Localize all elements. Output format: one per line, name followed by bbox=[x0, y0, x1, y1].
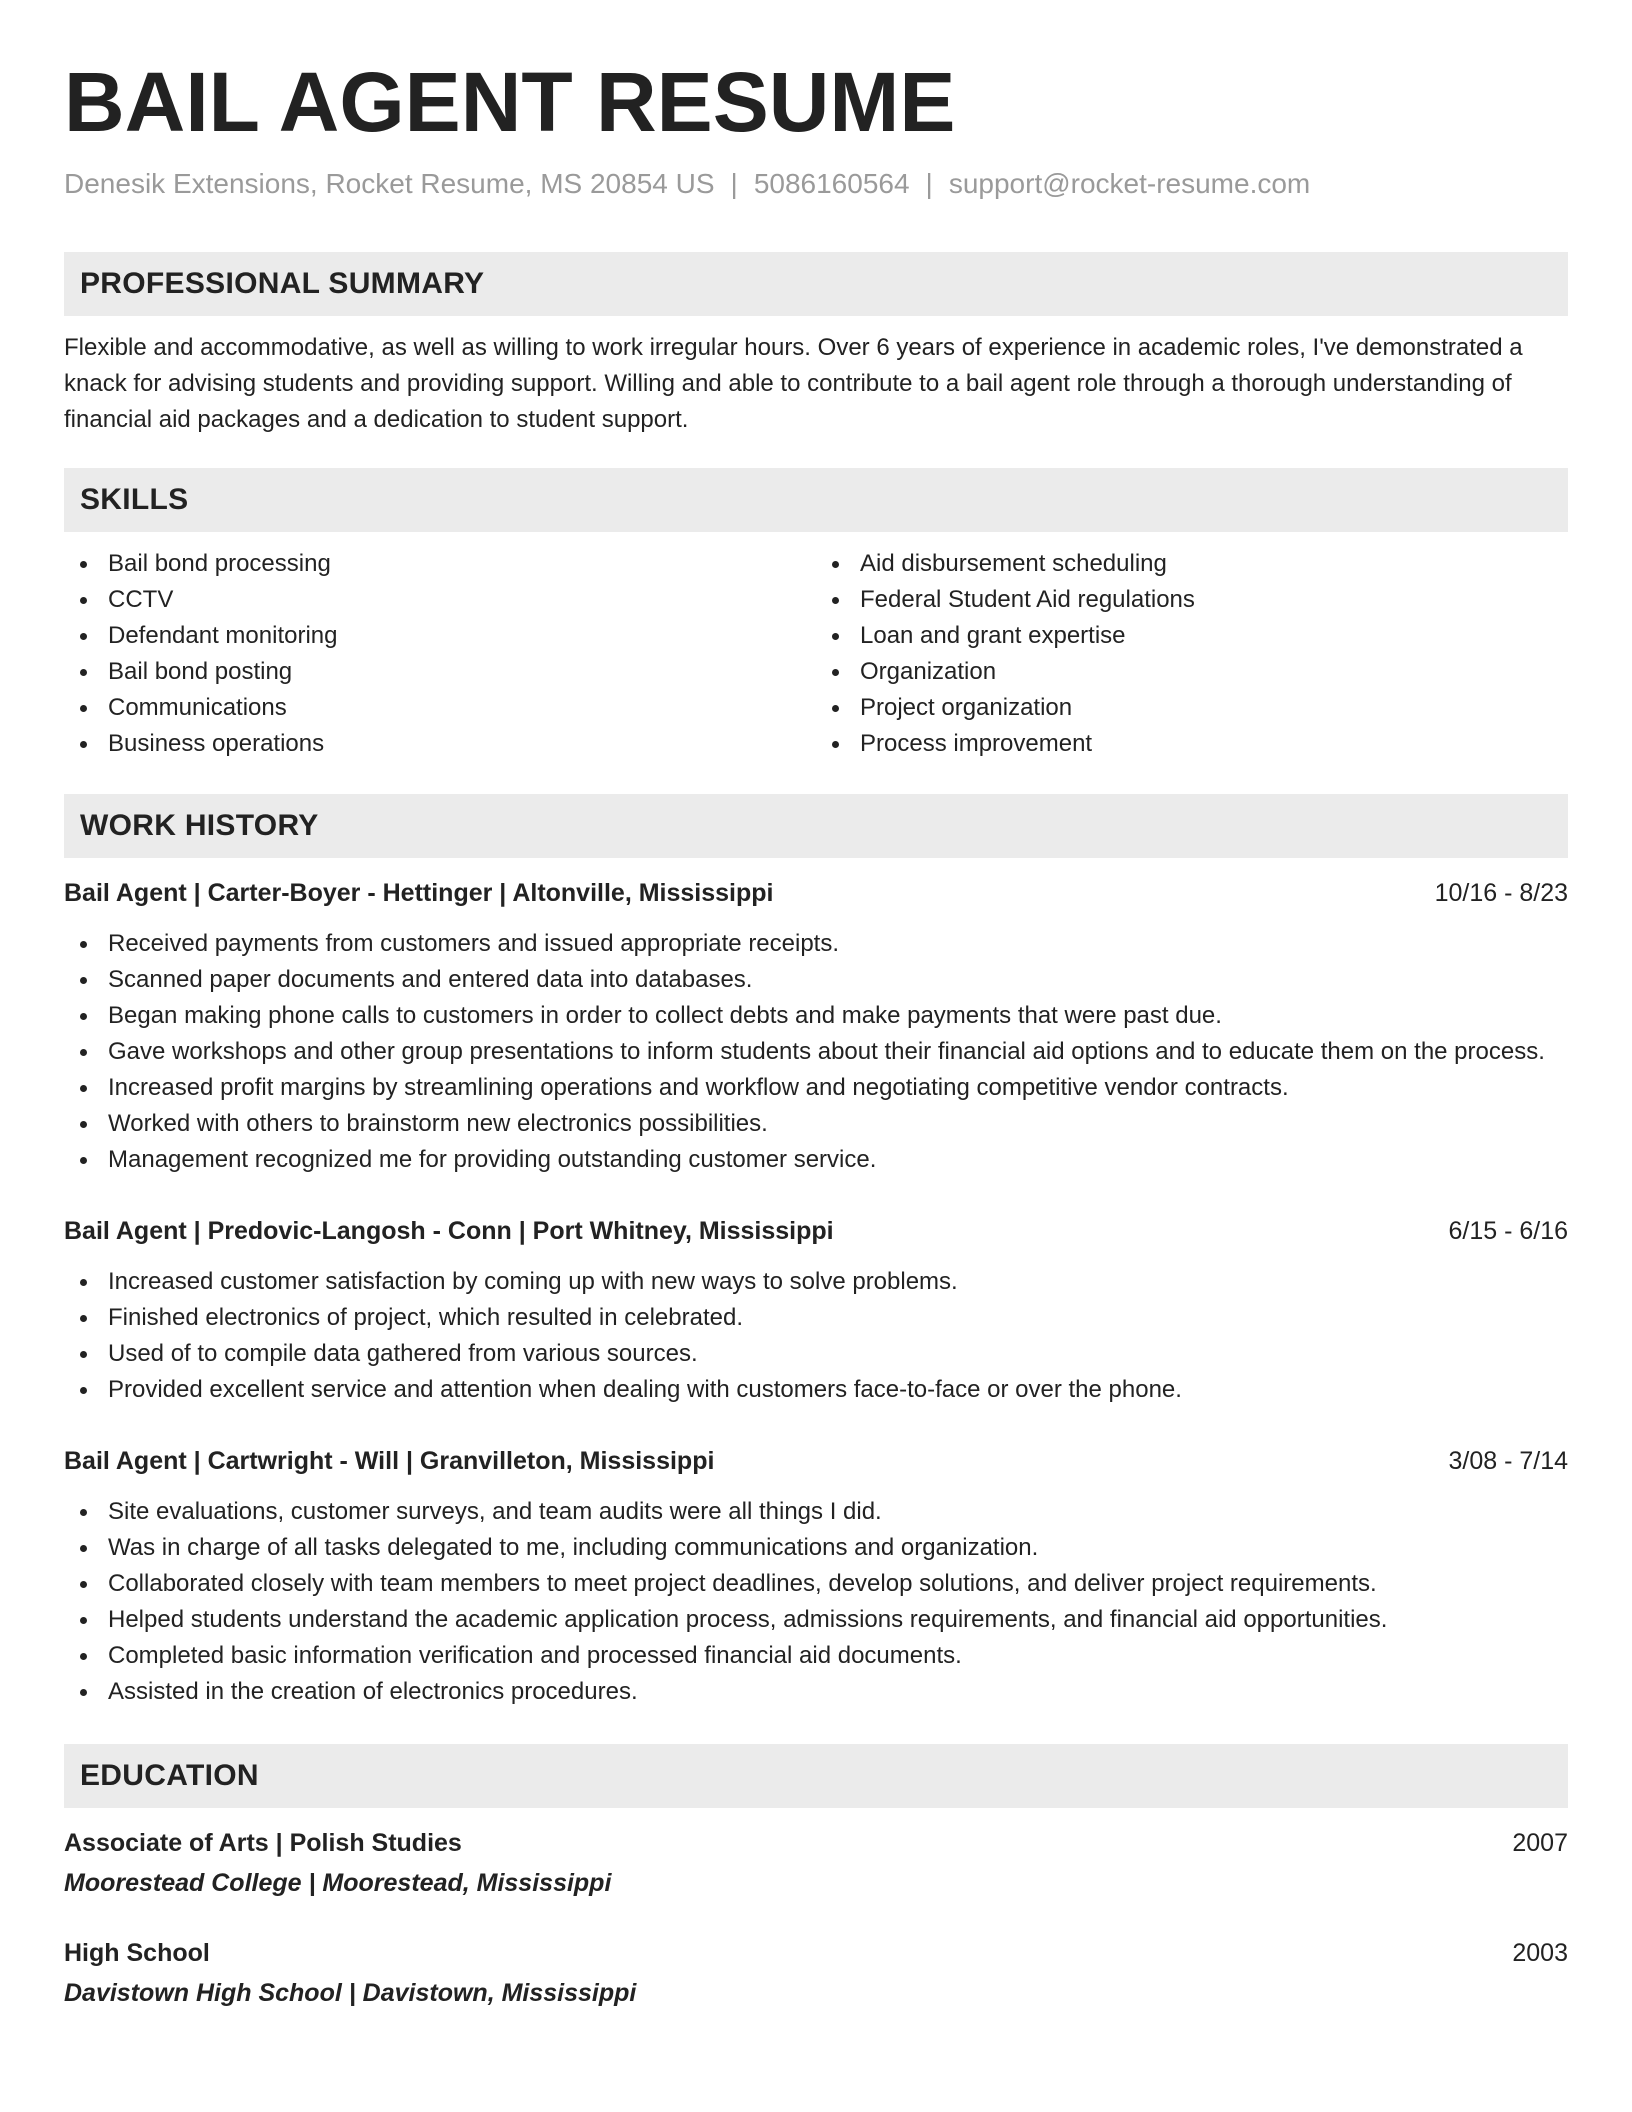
job-dates: 10/16 - 8/23 bbox=[1434, 879, 1568, 907]
job-bullet: Finished electronics of project, which resulted in celebrated. bbox=[64, 1300, 1568, 1336]
job-bullet: Worked with others to brainstorm new electronics possibilities. bbox=[64, 1106, 1568, 1142]
education-school: Davistown High School | Davistown, Mississippi bbox=[64, 1979, 637, 2007]
contact-email: support@rocket-resume.com bbox=[948, 168, 1311, 199]
job-bullets bbox=[64, 1264, 1568, 1408]
job-bullet: Increased profit margins by streamlining operations and workflow and negotiating competitive vendor contracts. bbox=[64, 1070, 1568, 1106]
skill-item: Aid disbursement scheduling bbox=[816, 546, 1568, 582]
job-header bbox=[64, 1444, 1568, 1478]
contact-line bbox=[64, 166, 1568, 202]
skill-item: Process improvement bbox=[816, 726, 1568, 762]
job-bullet: Received payments from customers and issued appropriate receipts. bbox=[64, 926, 1568, 962]
job-bullet: Increased customer satisfaction by coming up with new ways to solve problems. bbox=[64, 1264, 1568, 1300]
job-bullet: Began making phone calls to customers in order to collect debts and make payments that were past due. bbox=[64, 998, 1568, 1034]
job-entry bbox=[64, 876, 1568, 1178]
job-bullet: Used of to compile data gathered from various sources. bbox=[64, 1336, 1568, 1372]
section-header-work-history: WORK HISTORY bbox=[64, 794, 1568, 858]
section-header-skills: SKILLS bbox=[64, 468, 1568, 532]
skill-item: Bail bond posting bbox=[64, 654, 816, 690]
contact-address: Denesik Extensions, Rocket Resume, MS 20854 US bbox=[64, 168, 715, 199]
education-entry bbox=[64, 1826, 1568, 1900]
job-entry bbox=[64, 1444, 1568, 1710]
job-dates: 6/15 - 6/16 bbox=[1448, 1217, 1568, 1245]
job-bullet: Provided excellent service and attention when dealing with customers face-to-face or over the phone. bbox=[64, 1372, 1568, 1408]
skill-item: Loan and grant expertise bbox=[816, 618, 1568, 654]
education-header bbox=[64, 1936, 1568, 1970]
education-year: 2003 bbox=[1512, 1939, 1568, 1967]
job-bullet: Management recognized me for providing outstanding customer service. bbox=[64, 1142, 1568, 1178]
skills-column-right bbox=[816, 546, 1568, 762]
skill-item: Communications bbox=[64, 690, 816, 726]
education-degree: Associate of Arts | Polish Studies bbox=[64, 1829, 462, 1857]
job-dates: 3/08 - 7/14 bbox=[1448, 1447, 1568, 1475]
skill-item: Bail bond processing bbox=[64, 546, 816, 582]
job-bullet: Site evaluations, customer surveys, and team audits were all things I did. bbox=[64, 1494, 1568, 1530]
skill-item: Project organization bbox=[816, 690, 1568, 726]
contact-separator: | bbox=[730, 168, 738, 199]
summary-text: Flexible and accommodative, as well as willing to work irregular hours. Over 6 years of experience in academic roles, I've demonstrated a knack for advising students and providing support. Willing and able to contribute to a bail agent role through a thorough understanding of financial aid packages and a dedication to student support. bbox=[64, 334, 1523, 433]
job-bullets bbox=[64, 1494, 1568, 1710]
job-bullet: Collaborated closely with team members to meet project deadlines, develop solutions, and deliver project requirements. bbox=[64, 1566, 1568, 1602]
education-degree: High School bbox=[64, 1939, 210, 1967]
job-bullet: Was in charge of all tasks delegated to me, including communications and organization. bbox=[64, 1530, 1568, 1566]
job-bullet: Scanned paper documents and entered data into databases. bbox=[64, 962, 1568, 998]
resume-title: BAIL AGENT RESUME bbox=[64, 55, 956, 149]
education-school: Moorestead College | Moorestead, Mississippi bbox=[64, 1869, 612, 1897]
skill-item: Defendant monitoring bbox=[64, 618, 816, 654]
skill-item: Federal Student Aid regulations bbox=[816, 582, 1568, 618]
skill-item: Organization bbox=[816, 654, 1568, 690]
job-title: Bail Agent | Cartwright - Will | Granvilleton, Mississippi bbox=[64, 1447, 715, 1475]
job-entry bbox=[64, 1214, 1568, 1408]
education-year: 2007 bbox=[1512, 1829, 1568, 1857]
skills-column-left bbox=[64, 546, 816, 762]
job-bullet: Assisted in the creation of electronics procedures. bbox=[64, 1674, 1568, 1710]
job-bullet: Completed basic information verification and processed financial aid documents. bbox=[64, 1638, 1568, 1674]
job-header bbox=[64, 876, 1568, 910]
job-bullet: Helped students understand the academic application process, admissions requirements, and financial aid opportunities. bbox=[64, 1602, 1568, 1638]
job-bullet: Gave workshops and other group presentations to inform students about their financial aid options and to educate them on the process. bbox=[64, 1034, 1568, 1070]
section-header-summary: PROFESSIONAL SUMMARY bbox=[64, 252, 1568, 316]
skills-list bbox=[64, 546, 1568, 762]
job-bullets bbox=[64, 926, 1568, 1178]
skill-item: Business operations bbox=[64, 726, 816, 762]
education-header bbox=[64, 1826, 1568, 1860]
contact-separator: | bbox=[925, 168, 933, 199]
contact-phone: 5086160564 bbox=[753, 168, 910, 199]
section-header-education: EDUCATION bbox=[64, 1744, 1568, 1808]
job-title: Bail Agent | Predovic-Langosh - Conn | Port Whitney, Mississippi bbox=[64, 1217, 834, 1245]
job-header bbox=[64, 1214, 1568, 1248]
education-entry bbox=[64, 1936, 1568, 2010]
skill-item: CCTV bbox=[64, 582, 816, 618]
job-title: Bail Agent | Carter-Boyer - Hettinger | Altonville, Mississippi bbox=[64, 879, 774, 907]
